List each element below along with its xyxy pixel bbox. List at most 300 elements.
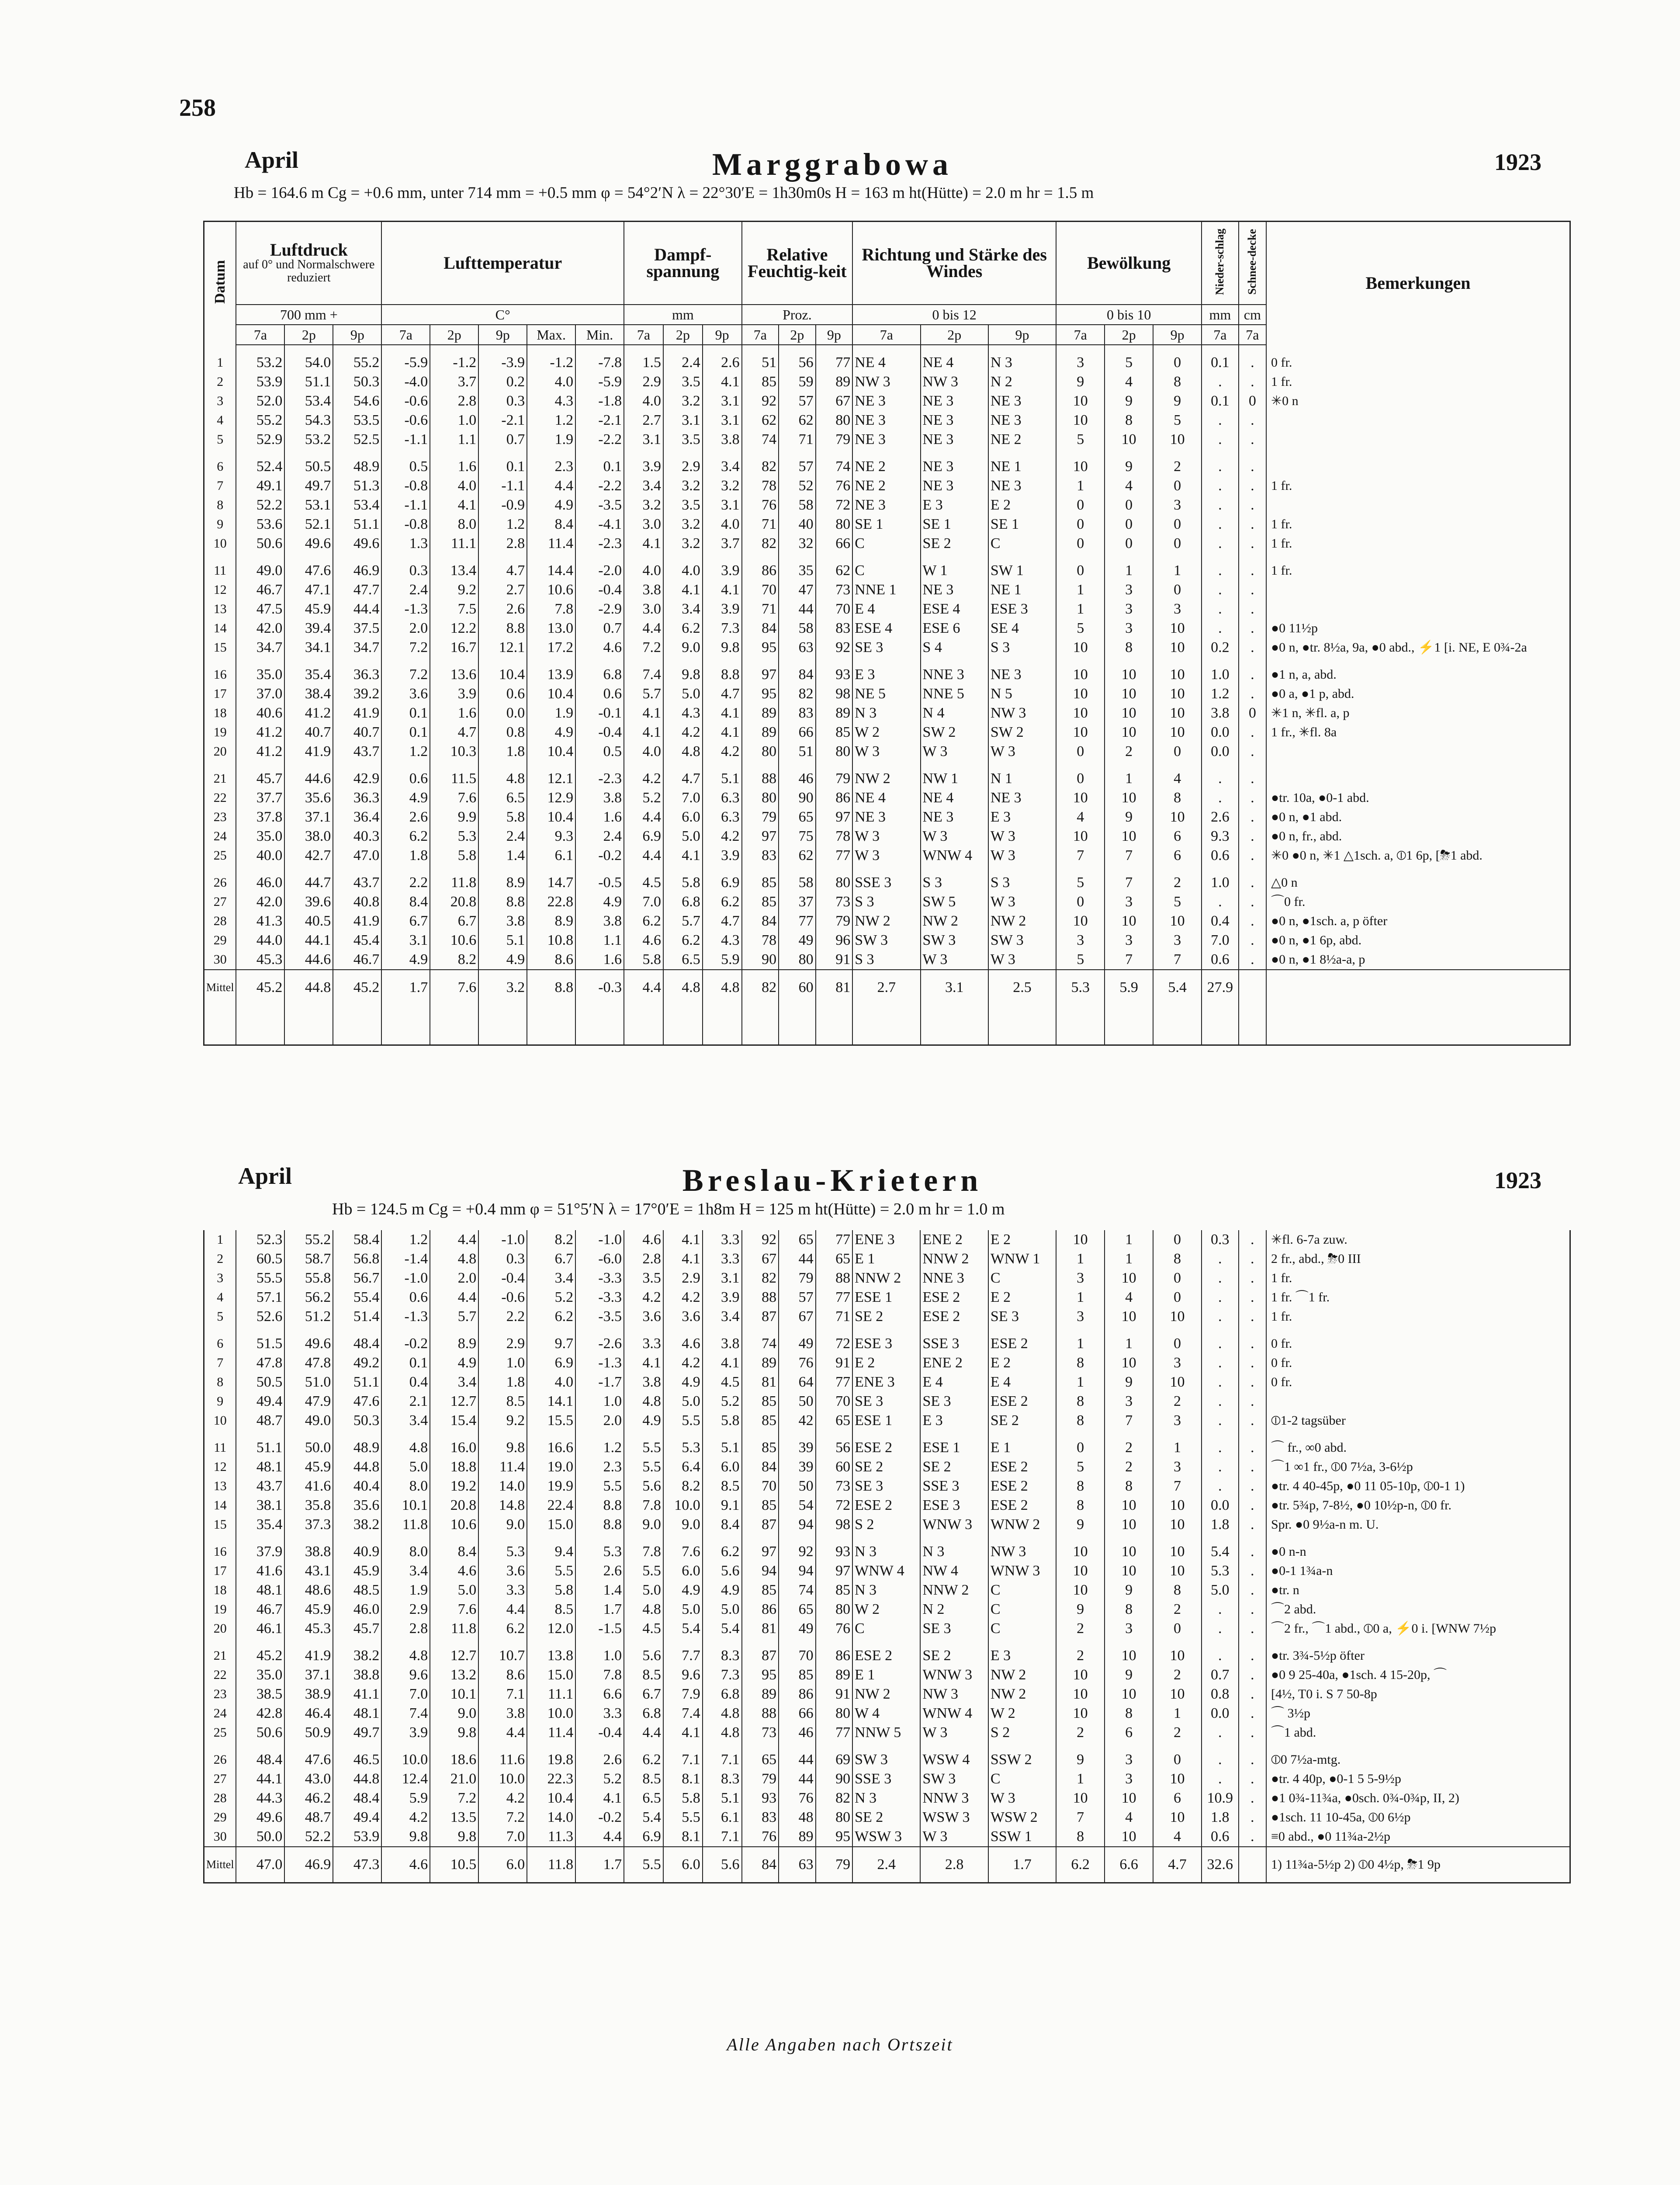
- value-cell: 10.0: [478, 1769, 527, 1789]
- value-cell: 3: [1153, 496, 1202, 515]
- table-row: [204, 1704, 1570, 1723]
- value-cell: 73: [742, 1723, 779, 1742]
- value-cell: C: [852, 1619, 920, 1638]
- remark-cell: ⌒0 fr.: [1266, 892, 1570, 912]
- value-cell: 38.9: [284, 1685, 333, 1704]
- value-cell: WSW 3: [920, 1808, 988, 1827]
- mean-value: 8.8: [527, 970, 575, 1005]
- mean-value: 60: [779, 970, 816, 1005]
- time-label: 9p: [478, 325, 527, 345]
- value-cell: 9.7: [527, 1334, 575, 1353]
- value-cell: SE 3: [852, 638, 920, 657]
- value-cell: 10.6: [430, 931, 478, 950]
- value-cell: 8.5: [624, 1665, 663, 1685]
- value-cell: W 3: [920, 1827, 988, 1847]
- value-cell: 52.6: [236, 1307, 284, 1326]
- value-cell: 19.9: [527, 1477, 575, 1496]
- value-cell: 6: [1105, 1723, 1153, 1742]
- value-cell: 49: [779, 1334, 816, 1353]
- remark-cell: ●tr. 4 40p, ●0-1 5 5-9½p: [1266, 1769, 1570, 1789]
- value-cell: 5.5: [527, 1561, 575, 1581]
- value-cell: 41.9: [284, 1646, 333, 1665]
- value-cell: .: [1239, 1561, 1266, 1581]
- value-cell: 66: [779, 1704, 816, 1723]
- value-cell: 4.6: [624, 931, 663, 950]
- value-cell: 41.6: [284, 1477, 333, 1496]
- value-cell: 8: [1056, 1353, 1105, 1373]
- value-cell: 35.8: [284, 1496, 333, 1515]
- value-cell: SW 3: [988, 931, 1056, 950]
- value-cell: 10.3: [430, 742, 478, 761]
- value-cell: WNW 1: [988, 1249, 1056, 1269]
- value-cell: 8.8: [575, 1515, 624, 1534]
- time-label: 2p: [663, 325, 703, 345]
- value-cell: 52.4: [236, 457, 284, 476]
- value-cell: 7.2: [624, 638, 663, 657]
- day-cell: 25: [204, 1723, 236, 1742]
- value-cell: .: [1239, 1353, 1266, 1373]
- remark-cell: [1266, 411, 1570, 430]
- station-params-2: Hb = 124.5 m Cg = +0.4 mm φ = 51°5′N λ = 17°0′E = 1h8m H = 125 m ht(Hütte) = 2.0 m hr = 1.0 m: [332, 1200, 1005, 1218]
- value-cell: 89: [779, 1827, 816, 1847]
- value-cell: .: [1239, 496, 1266, 515]
- day-cell: 6: [204, 1334, 236, 1353]
- value-cell: NW 2: [988, 912, 1056, 931]
- remark-cell: ⌒ fr., ∞0 abd.: [1266, 1438, 1570, 1457]
- value-cell: 3.9: [624, 457, 663, 476]
- value-cell: 9.0: [663, 1515, 703, 1534]
- value-cell: .: [1239, 769, 1266, 788]
- value-cell: -3.5: [575, 1307, 624, 1326]
- page-number: 258: [179, 94, 216, 121]
- value-cell: SE 1: [921, 515, 988, 534]
- value-cell: 5.1: [703, 1438, 742, 1457]
- value-cell: NE 3: [852, 430, 920, 449]
- value-cell: 10.6: [527, 580, 575, 600]
- mean-value: 47.3: [333, 1847, 381, 1883]
- value-cell: 10: [1105, 1496, 1153, 1515]
- mean-value: 1.7: [575, 1847, 624, 1883]
- remark-cell: ✳0 n: [1266, 392, 1570, 411]
- value-cell: 6.1: [527, 846, 575, 865]
- value-cell: 47.6: [284, 561, 333, 580]
- value-cell: 4.1: [663, 1249, 703, 1269]
- value-cell: N 3: [852, 704, 920, 723]
- value-cell: 10: [1105, 430, 1153, 449]
- table-row: [204, 892, 1570, 912]
- value-cell: S 2: [988, 1723, 1056, 1742]
- value-cell: 4.1: [663, 580, 703, 600]
- value-cell: 4.1: [663, 846, 703, 865]
- value-cell: 43.7: [333, 742, 381, 761]
- value-cell: 73: [816, 1477, 853, 1496]
- value-cell: 50.3: [333, 1411, 381, 1430]
- value-cell: .: [1239, 430, 1266, 449]
- value-cell: 3.9: [703, 846, 742, 865]
- header-bemerkungen: Bemerkungen: [1266, 222, 1570, 345]
- value-cell: 10: [1153, 704, 1202, 723]
- value-cell: 0.1: [1202, 353, 1239, 372]
- value-cell: 88: [742, 1288, 779, 1307]
- value-cell: 97: [742, 1542, 779, 1561]
- value-cell: ESE 6: [921, 619, 988, 638]
- value-cell: 11.6: [478, 1750, 527, 1769]
- value-cell: 35.4: [284, 665, 333, 684]
- value-cell: 58.7: [284, 1249, 333, 1269]
- value-cell: .: [1239, 534, 1266, 553]
- value-cell: W 2: [852, 723, 920, 742]
- value-cell: .: [1202, 788, 1239, 808]
- value-cell: 6.2: [624, 912, 663, 931]
- value-cell: 6.2: [478, 1619, 527, 1638]
- value-cell: 4: [1153, 1827, 1202, 1847]
- value-cell: .: [1202, 534, 1239, 553]
- value-cell: WNW 4: [920, 1704, 988, 1723]
- value-cell: 3: [1153, 1457, 1202, 1477]
- value-cell: W 3: [988, 950, 1056, 970]
- value-cell: 4.7: [430, 723, 478, 742]
- value-cell: 48.6: [284, 1581, 333, 1600]
- value-cell: 2.4: [381, 580, 430, 600]
- day-cell: 11: [204, 561, 236, 580]
- table-row: [204, 808, 1570, 827]
- value-cell: N 3: [852, 1581, 920, 1600]
- value-cell: 4.1: [663, 1230, 703, 1249]
- value-cell: 37.7: [236, 788, 284, 808]
- value-cell: 1.9: [381, 1581, 430, 1600]
- value-cell: 8: [1056, 1392, 1105, 1411]
- value-cell: 93: [742, 1789, 779, 1808]
- header-dampfspannung: Dampf-spannung: [624, 222, 741, 305]
- time-label: 7a: [624, 325, 663, 345]
- value-cell: 4.8: [624, 1600, 663, 1619]
- value-cell: 9.0: [430, 1704, 478, 1723]
- day-cell: 25: [204, 846, 236, 865]
- value-cell: 38.1: [236, 1496, 284, 1515]
- value-cell: 7.6: [430, 1600, 478, 1619]
- value-cell: 22.4: [527, 1496, 575, 1515]
- value-cell: 8.9: [478, 873, 527, 892]
- value-cell: 39.6: [284, 892, 333, 912]
- value-cell: 6.2: [527, 1307, 575, 1326]
- value-cell: ESE 3: [852, 1334, 920, 1353]
- value-cell: 50: [779, 1477, 816, 1496]
- value-cell: 5: [1153, 892, 1202, 912]
- value-cell: 8.1: [663, 1769, 703, 1789]
- value-cell: .: [1239, 1496, 1266, 1515]
- table-row: [204, 1230, 1570, 1249]
- mean-value: 10.5: [430, 1847, 478, 1883]
- value-cell: 9.8: [663, 665, 703, 684]
- table-row: [204, 846, 1570, 865]
- value-cell: E 3: [852, 665, 920, 684]
- value-cell: SE 3: [988, 1307, 1056, 1326]
- luftdruck-title: Luftdruck: [270, 239, 348, 260]
- value-cell: 2: [1153, 873, 1202, 892]
- value-cell: NE 5: [852, 684, 920, 704]
- value-cell: 1.6: [575, 808, 624, 827]
- value-cell: .: [1202, 411, 1239, 430]
- day-cell: 9: [204, 515, 236, 534]
- value-cell: 11.4: [527, 1723, 575, 1742]
- value-cell: 8.5: [703, 1477, 742, 1496]
- value-cell: 2.9: [663, 1269, 703, 1288]
- value-cell: 1: [1105, 561, 1153, 580]
- remark-cell: △0 n: [1266, 873, 1570, 892]
- value-cell: 45.7: [333, 1619, 381, 1638]
- value-cell: ESE 4: [852, 619, 920, 638]
- value-cell: -0.5: [575, 873, 624, 892]
- remark-cell: [1266, 457, 1570, 476]
- value-cell: NE 1: [988, 580, 1056, 600]
- value-cell: 3: [1105, 931, 1153, 950]
- value-cell: 6.9: [624, 827, 663, 846]
- value-cell: 5.0: [1202, 1581, 1239, 1600]
- value-cell: 59: [779, 372, 816, 392]
- value-cell: 4.9: [624, 1411, 663, 1430]
- value-cell: 7: [1105, 950, 1153, 970]
- mean-value: 5.4: [1153, 970, 1202, 1005]
- value-cell: 6.9: [624, 1827, 663, 1847]
- value-cell: 6: [1153, 846, 1202, 865]
- value-cell: .: [1202, 372, 1239, 392]
- value-cell: 0: [1056, 742, 1105, 761]
- day-cell: 6: [204, 457, 236, 476]
- value-cell: 71: [816, 1307, 853, 1326]
- value-cell: 4.1: [703, 723, 742, 742]
- value-cell: 92: [779, 1542, 816, 1561]
- value-cell: 1: [1056, 476, 1105, 496]
- remark-cell: 1 fr.: [1266, 561, 1570, 580]
- remark-cell: ⦶1-2 tagsüber: [1266, 1411, 1570, 1430]
- value-cell: 4: [1153, 769, 1202, 788]
- value-cell: SW 3: [852, 1750, 920, 1769]
- value-cell: WSW 2: [988, 1808, 1056, 1827]
- remark-cell: ⌒2 abd.: [1266, 1600, 1570, 1619]
- value-cell: ESE 2: [988, 1477, 1056, 1496]
- value-cell: 38.2: [333, 1515, 381, 1534]
- value-cell: .: [1202, 496, 1239, 515]
- value-cell: 15.0: [527, 1665, 575, 1685]
- table-row: [204, 534, 1570, 553]
- value-cell: 3.6: [663, 1307, 703, 1326]
- remark-cell: ⦶0 7½a-mtg.: [1266, 1750, 1570, 1769]
- day-cell: 21: [204, 1646, 236, 1665]
- value-cell: 1.0: [430, 411, 478, 430]
- value-cell: 4.0: [624, 561, 663, 580]
- value-cell: 10: [1056, 392, 1105, 411]
- value-cell: 40: [779, 515, 816, 534]
- value-cell: 47.8: [284, 1353, 333, 1373]
- value-cell: 94: [779, 1561, 816, 1581]
- value-cell: 90: [779, 788, 816, 808]
- value-cell: 5.2: [527, 1288, 575, 1307]
- value-cell: NE 3: [921, 580, 988, 600]
- value-cell: 1.0: [575, 1392, 624, 1411]
- value-cell: N 2: [920, 1600, 988, 1619]
- value-cell: 50.0: [284, 1438, 333, 1457]
- value-cell: 14.8: [478, 1496, 527, 1515]
- value-cell: .: [1202, 1269, 1239, 1288]
- value-cell: 48.9: [333, 457, 381, 476]
- value-cell: 2: [1153, 1665, 1202, 1685]
- value-cell: 10: [1105, 1789, 1153, 1808]
- value-cell: 3.1: [703, 411, 742, 430]
- value-cell: 79: [742, 1769, 779, 1789]
- value-cell: SE 2: [852, 1307, 920, 1326]
- value-cell: 4.9: [663, 1373, 703, 1392]
- value-cell: 45.9: [284, 1457, 333, 1477]
- value-cell: .: [1239, 1665, 1266, 1685]
- value-cell: 0.5: [575, 742, 624, 761]
- table-row: [204, 704, 1570, 723]
- day-cell: 19: [204, 723, 236, 742]
- value-cell: .: [1239, 827, 1266, 846]
- value-cell: 46.0: [236, 873, 284, 892]
- value-cell: 5.5: [663, 1808, 703, 1827]
- value-cell: 3.5: [663, 372, 703, 392]
- value-cell: SSE 3: [852, 873, 920, 892]
- value-cell: -2.2: [575, 476, 624, 496]
- value-cell: 49.6: [236, 1808, 284, 1827]
- day-cell: 7: [204, 476, 236, 496]
- table-row: [204, 1723, 1570, 1742]
- value-cell: 4.0: [430, 476, 478, 496]
- value-cell: .: [1239, 808, 1266, 827]
- value-cell: 89: [742, 723, 779, 742]
- value-cell: 8: [1105, 1704, 1153, 1723]
- value-cell: 37.1: [284, 1665, 333, 1685]
- value-cell: 9: [1056, 1750, 1105, 1769]
- value-cell: 65: [742, 1750, 779, 1769]
- value-cell: 37.9: [236, 1542, 284, 1561]
- value-cell: 97: [742, 827, 779, 846]
- value-cell: 0.1: [478, 457, 527, 476]
- table-row: [204, 1789, 1570, 1808]
- day-cell: 15: [204, 638, 236, 657]
- value-cell: 55.2: [333, 353, 381, 372]
- value-cell: 0.1: [1202, 392, 1239, 411]
- value-cell: 80: [816, 873, 853, 892]
- value-cell: W 1: [921, 561, 988, 580]
- value-cell: NNE 1: [852, 580, 920, 600]
- value-cell: 4.4: [430, 1230, 478, 1249]
- value-cell: W 3: [921, 827, 988, 846]
- value-cell: 8.4: [703, 1515, 742, 1534]
- value-cell: 7: [1153, 1477, 1202, 1496]
- value-cell: 81: [742, 1373, 779, 1392]
- value-cell: 3: [1105, 1392, 1153, 1411]
- day-cell: 8: [204, 496, 236, 515]
- value-cell: 37: [779, 892, 816, 912]
- value-cell: 10: [1153, 1373, 1202, 1392]
- value-cell: 10: [1056, 788, 1105, 808]
- value-cell: 6: [1153, 827, 1202, 846]
- mean-remark: 1) 11¾a-5½p 2) ⦶0 4½p, ⛈1 9p: [1266, 1847, 1570, 1883]
- value-cell: 2.2: [381, 873, 430, 892]
- time-label: Min.: [575, 325, 624, 345]
- value-cell: 5.2: [575, 1769, 624, 1789]
- value-cell: 8.0: [381, 1542, 430, 1561]
- value-cell: 95: [742, 684, 779, 704]
- value-cell: 0: [1153, 476, 1202, 496]
- value-cell: 5: [1056, 619, 1105, 638]
- mean-value: 47.0: [236, 1847, 284, 1883]
- value-cell: 97: [816, 808, 853, 827]
- value-cell: 8: [1153, 788, 1202, 808]
- value-cell: 3.1: [624, 430, 663, 449]
- value-cell: 8: [1105, 1600, 1153, 1619]
- value-cell: 3: [1056, 931, 1105, 950]
- value-cell: 44.7: [284, 873, 333, 892]
- value-cell: 56: [816, 1438, 853, 1457]
- mean-value: 82: [742, 970, 779, 1005]
- value-cell: 10: [1105, 1542, 1153, 1561]
- value-cell: -0.9: [478, 496, 527, 515]
- value-cell: 8.9: [527, 912, 575, 931]
- value-cell: .: [1239, 580, 1266, 600]
- value-cell: 51: [742, 353, 779, 372]
- value-cell: 54.6: [333, 392, 381, 411]
- value-cell: 12.1: [478, 638, 527, 657]
- value-cell: ESE 2: [988, 1457, 1056, 1477]
- value-cell: N 3: [988, 353, 1056, 372]
- table-row: [204, 665, 1570, 684]
- value-cell: W 3: [988, 846, 1056, 865]
- value-cell: 15.4: [430, 1411, 478, 1430]
- value-cell: 5.8: [703, 1411, 742, 1430]
- value-cell: 43.1: [284, 1561, 333, 1581]
- value-cell: SE 2: [920, 1457, 988, 1477]
- value-cell: 2.4: [663, 353, 703, 372]
- value-cell: 42.9: [333, 769, 381, 788]
- value-cell: SW 3: [852, 931, 920, 950]
- value-cell: 45.4: [333, 931, 381, 950]
- value-cell: 4: [1105, 1808, 1153, 1827]
- value-cell: 44.6: [284, 769, 333, 788]
- value-cell: 10.4: [527, 684, 575, 704]
- value-cell: 8.3: [703, 1646, 742, 1665]
- value-cell: 10: [1105, 912, 1153, 931]
- value-cell: 0: [1105, 534, 1153, 553]
- value-cell: .: [1239, 600, 1266, 619]
- value-cell: 3.0: [624, 515, 663, 534]
- value-cell: 3.7: [430, 372, 478, 392]
- value-cell: -1.4: [381, 1249, 430, 1269]
- value-cell: 1.6: [430, 457, 478, 476]
- value-cell: WSW 3: [852, 1827, 920, 1847]
- value-cell: WNW 4: [852, 1561, 920, 1581]
- mean-value: 3.2: [478, 970, 527, 1005]
- value-cell: 93: [816, 1542, 853, 1561]
- day-cell: 4: [204, 411, 236, 430]
- value-cell: 44.8: [333, 1769, 381, 1789]
- value-cell: 79: [816, 430, 853, 449]
- value-cell: 55.5: [236, 1269, 284, 1288]
- mean-value: 44.8: [284, 970, 333, 1005]
- value-cell: 51.2: [284, 1307, 333, 1326]
- value-cell: 10: [1153, 1307, 1202, 1326]
- value-cell: 47.0: [333, 846, 381, 865]
- value-cell: 49.4: [333, 1808, 381, 1827]
- value-cell: 6.9: [703, 873, 742, 892]
- value-cell: 10: [1105, 1685, 1153, 1704]
- table-row: [204, 788, 1570, 808]
- table-row: [204, 1581, 1570, 1600]
- value-cell: 70: [779, 1646, 816, 1665]
- time-label: 9p: [988, 325, 1056, 345]
- value-cell: 3.6: [478, 1561, 527, 1581]
